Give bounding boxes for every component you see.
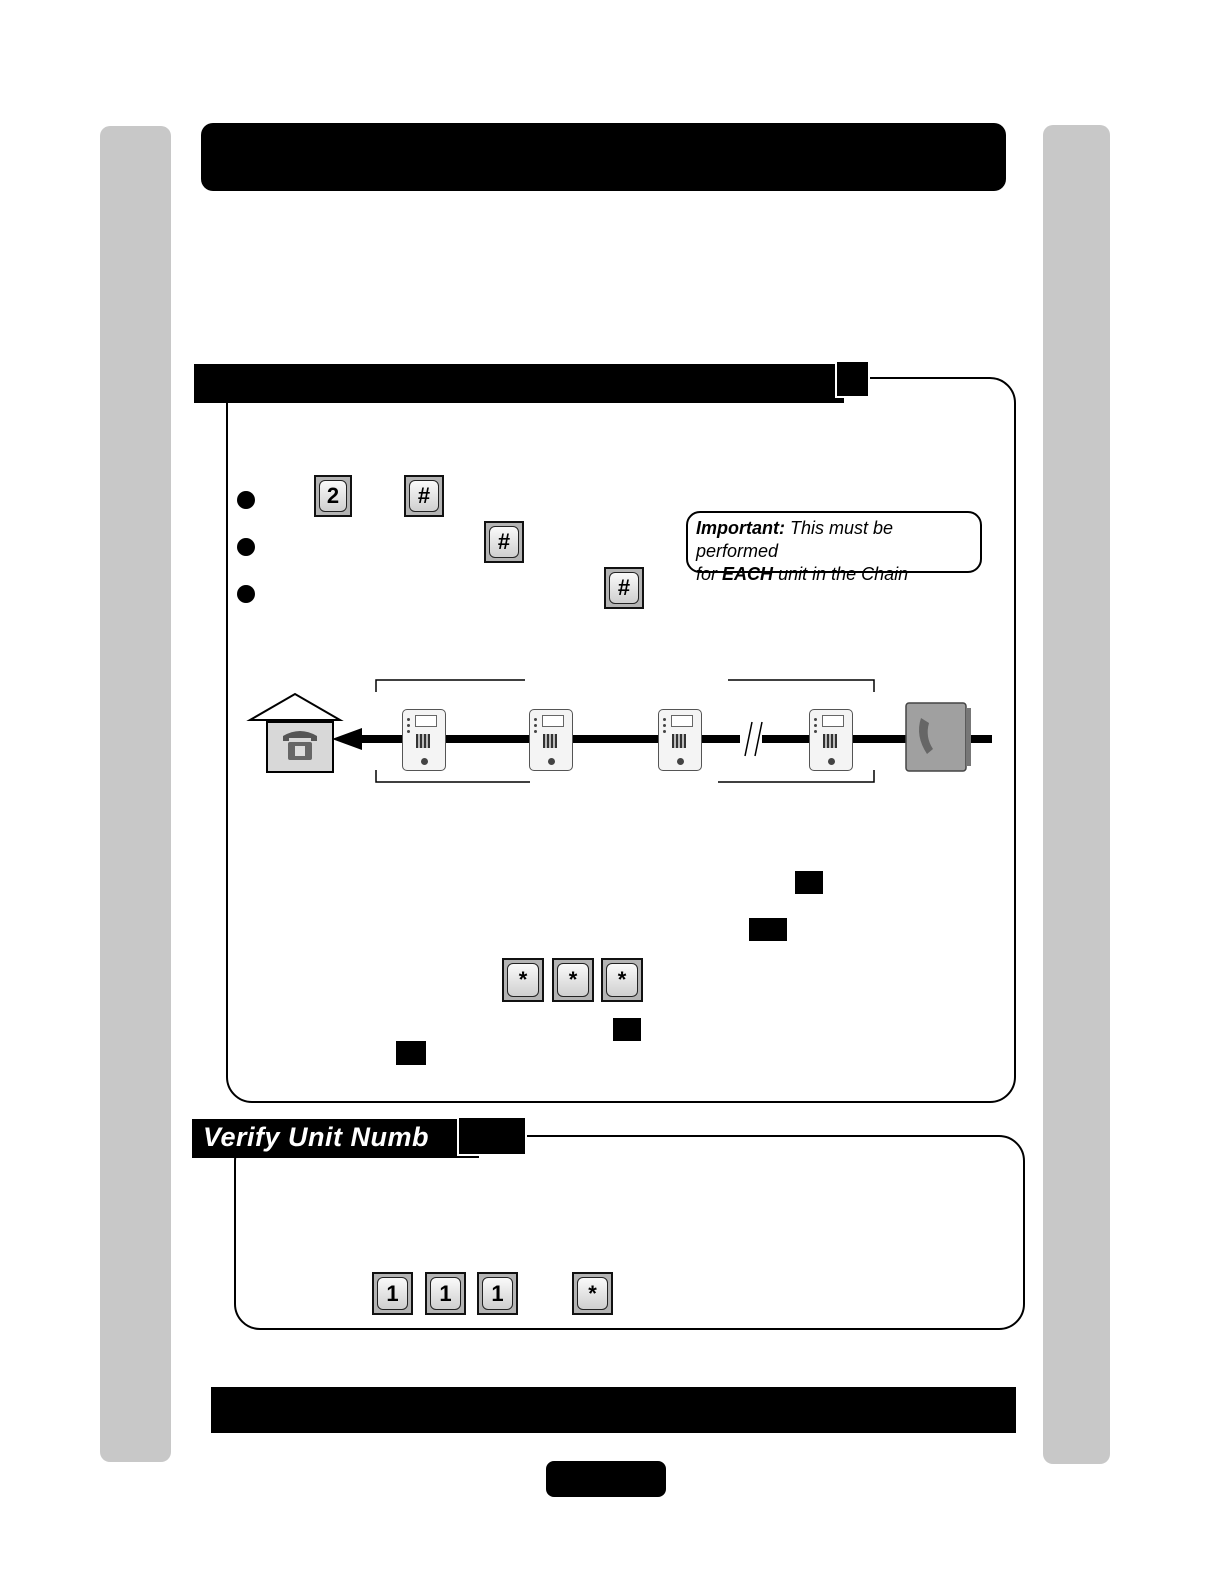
bracket-top-right — [728, 680, 874, 692]
intercom-unit-icon — [529, 709, 573, 771]
key-hash: # — [484, 521, 524, 563]
black-block — [396, 1041, 426, 1065]
key-star: * — [601, 958, 643, 1002]
right-margin-bar — [1043, 125, 1110, 1464]
bullet-1 — [237, 491, 255, 509]
key-1: 1 — [425, 1272, 466, 1315]
key-1: 1 — [477, 1272, 518, 1315]
black-block — [795, 871, 823, 894]
chain-diagram — [240, 670, 1000, 790]
important-note — [686, 511, 982, 584]
handset-icon — [906, 703, 971, 771]
intercom-unit-icon — [658, 709, 702, 771]
intercom-unit-icon — [809, 709, 853, 771]
bracket-bottom-left — [376, 770, 530, 782]
black-block — [613, 1018, 641, 1041]
section-1-header-tab — [835, 360, 870, 398]
footer-bar — [211, 1387, 1016, 1433]
key-hash: # — [404, 475, 444, 517]
intercom-unit-icon — [402, 709, 446, 771]
key-star: * — [552, 958, 594, 1002]
section-1-header-bar — [194, 364, 844, 403]
important-line1: This must be performed — [696, 518, 894, 561]
bracket-bottom-right — [718, 770, 874, 782]
important-line2-prefix: for — [696, 564, 718, 584]
important-label: Important: — [696, 518, 785, 538]
bullet-3 — [237, 585, 255, 603]
header-title-bar — [201, 123, 1006, 191]
bracket-top-left — [376, 680, 525, 692]
bullet-2 — [237, 538, 255, 556]
key-hash: # — [604, 567, 644, 609]
important-line2-rest: unit in the Chain — [778, 564, 909, 584]
section-box-2 — [234, 1135, 1025, 1330]
key-2: 2 — [314, 475, 352, 517]
arrow-head — [332, 728, 362, 750]
verify-title: Verify Unit Numb — [203, 1122, 430, 1152]
black-block — [749, 918, 787, 941]
page-number-tab — [546, 1461, 666, 1497]
key-star: * — [572, 1272, 613, 1315]
verify-header-bar — [192, 1119, 479, 1158]
key-star: * — [502, 958, 544, 1002]
left-margin-bar — [100, 126, 171, 1462]
house-phone-icon — [250, 694, 340, 772]
key-1: 1 — [372, 1272, 413, 1315]
verify-header-tab — [457, 1116, 527, 1156]
chain-break-icon — [740, 722, 762, 756]
important-each: EACH — [722, 564, 774, 584]
